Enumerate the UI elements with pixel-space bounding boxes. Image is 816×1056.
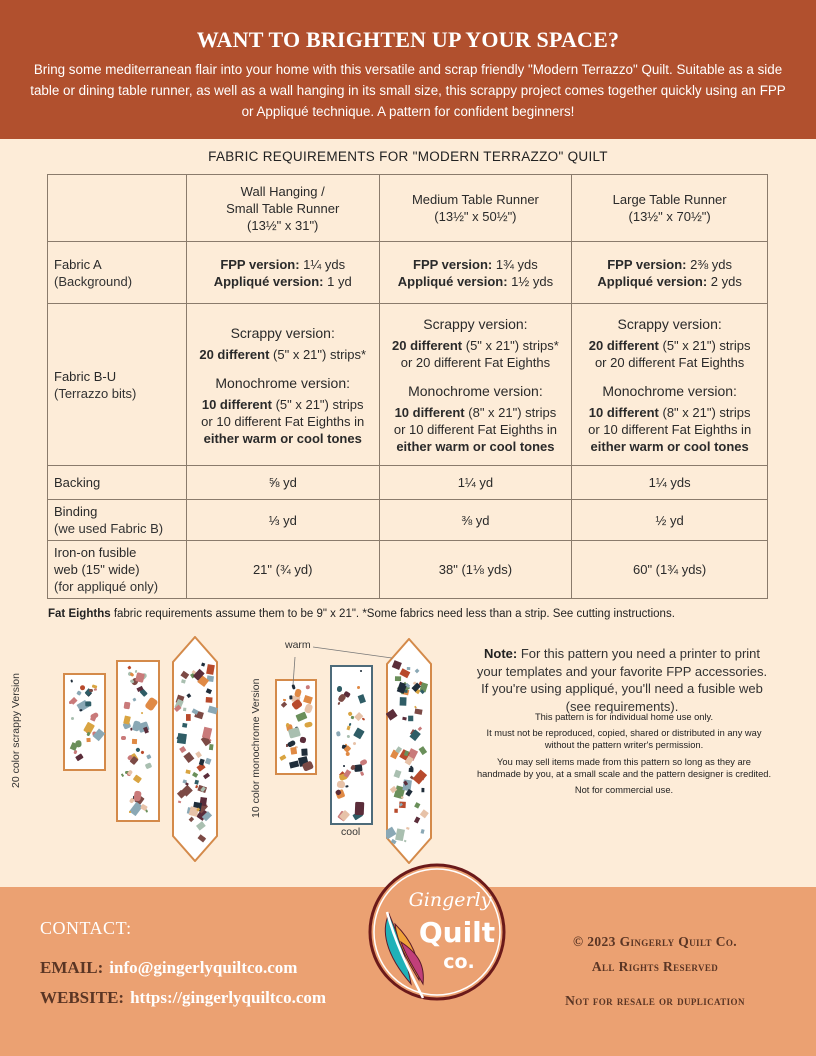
table-footnote [48, 608, 675, 620]
cell-binding-small: ⅓ yd [186, 500, 379, 541]
leader-line [293, 657, 295, 685]
column-header-large-runner [572, 175, 768, 242]
mono-label: Monochrome version: [408, 383, 543, 399]
cell-backing-medium: 1¼ yd [379, 466, 572, 500]
mono-label: Monochrome version: [602, 383, 737, 399]
table-row-backing [48, 466, 768, 500]
scrappy-label: Scrappy version: [230, 324, 335, 341]
scrappy-count: 20 different [392, 338, 463, 353]
scrappy-count: 20 different [199, 346, 270, 362]
applique-value: 2 yds [710, 273, 742, 289]
legal-line: It must not be reproduced, copied, shared or distributed in any way without the pattern writer's permission. [486, 728, 762, 751]
column-header-size: (13½" x 31") [247, 217, 319, 233]
cell-backing-large: 1¼ yds [572, 466, 768, 500]
scrappy-detail: (5" x 21") strips* [273, 346, 367, 362]
cell-fusible-small: 21" (¾ yd) [186, 541, 379, 599]
mono-tone: either warm or cool tones [590, 439, 749, 454]
scrappy-detail: (5" x 21") strips [662, 338, 751, 353]
applique-value: 1 yd [327, 273, 352, 289]
mono-detail: (8" x 21") strips [468, 405, 557, 420]
cell-fusible-medium: 38" (1⅛ yds) [379, 541, 572, 599]
column-header-line: Large Table Runner [612, 192, 727, 207]
website-link[interactable]: https://gingerlyquiltco.com [130, 988, 327, 1007]
mono-detail: (5" x 21") strips [275, 396, 364, 412]
resale-notice: Not for resale or duplication [565, 993, 745, 1008]
footnote-bold: Fat Eighths [48, 608, 111, 620]
header-banner [0, 0, 816, 139]
fpp-label: FPP version: [607, 256, 687, 272]
legal-line: You may sell items made from this pattern so long as they are handmade by you, at a small scale and the pattern designer is credited. [476, 756, 772, 779]
scrappy-alt: or 20 different Fat Eighths [400, 355, 551, 370]
scrappy-alt: or 20 different Fat Eighths [594, 355, 745, 370]
row-label-fabric-bu [48, 304, 187, 466]
table-header-row [48, 175, 768, 242]
fpp-value: 1¼ yds [303, 256, 346, 272]
leader-line [313, 647, 392, 658]
website-line [40, 988, 326, 1008]
row-label-fusible-web [48, 541, 187, 599]
cell-fabric-a-large [572, 242, 768, 304]
fabric-requirements-table [47, 174, 768, 599]
copyright-text: © 2023 Gingerly Quilt Co. [572, 934, 738, 949]
legal-notice [476, 711, 772, 800]
table-row-fabric-a [48, 242, 768, 304]
row-sublabel: (Background) [54, 273, 133, 289]
column-header-medium-runner [379, 175, 572, 242]
table-row-binding [48, 500, 768, 541]
cell-fusible-large: 60" (1¾ yds) [572, 541, 768, 599]
table-row-fabric-bu [48, 304, 768, 466]
cool-label: cool [341, 826, 361, 838]
fpp-value: 2⅜ yds [690, 256, 733, 272]
scrappy-label: Scrappy version: [617, 316, 722, 332]
rights-text: All Rights Reserved [591, 959, 719, 974]
cell-fabric-bu-small [186, 304, 379, 466]
row-label-binding [48, 500, 187, 541]
column-header-size: (13½" x 50½") [434, 209, 517, 224]
fpp-label: FPP version: [220, 256, 300, 272]
mono-alt: or 10 different Fat Eighths in [393, 422, 557, 437]
logo-text-co: co. [443, 951, 475, 973]
table-row-fusible-web [48, 541, 768, 599]
column-header-wall-hanging [186, 175, 379, 242]
warm-label: warm [285, 639, 311, 651]
email-label: EMAIL: [40, 958, 104, 977]
header-empty-cell [48, 175, 187, 242]
logo-text-gingerly: Gingerly [408, 889, 492, 911]
mono-count: 10 different [588, 405, 659, 420]
cell-backing-small: ⅝ yd [186, 466, 379, 500]
printer-note [472, 645, 772, 715]
mono-count: 10 different [201, 396, 272, 412]
mono-tone: either warm or cool tones [396, 439, 555, 454]
mono-detail: (8" x 21") strips [662, 405, 751, 420]
row-label: Fabric A [54, 256, 102, 272]
scrappy-version-label: 20 color scrappy Version [10, 673, 22, 788]
cell-fabric-bu-medium [379, 304, 572, 466]
column-header-line: Medium Table Runner [411, 192, 539, 207]
row-label-fabric-a [48, 242, 187, 304]
row-label: Binding [54, 504, 98, 519]
row-label: Iron-on fusible [54, 545, 137, 560]
applique-value: 1½ yds [511, 273, 554, 289]
column-header-line: Small Table Runner [226, 200, 340, 216]
monochrome-version-label: 10 color monochrome Version [250, 678, 262, 818]
mono-tone: either warm or cool tones [203, 430, 362, 446]
cell-binding-large: ½ yd [572, 500, 768, 541]
cell-fabric-a-medium [379, 242, 572, 304]
row-sublabel: (we used Fabric B) [54, 521, 164, 536]
page-title: WANT TO BRIGHTEN UP YOUR SPACE? [196, 27, 620, 52]
table-title: FABRIC REQUIREMENTS FOR "MODERN TERRAZZO" QUILT [208, 149, 608, 164]
intro-text: Bring some mediterranean flair into your home with this versatile and scrap friendly "Modern Terrazzo" Quilt. Suitable as a side table or dining table runner, as well as a wall hanging in its small size, this scrappy project comes together quickly using an FPP or Appliqué technique. A pattern for confident beginners! [30, 62, 786, 119]
contact-heading: CONTACT: [40, 918, 132, 938]
cell-fabric-bu-large [572, 304, 768, 466]
footnote-text: fabric requirements assume them to be 9" x 21". *Some fabrics need less than a strip. See cutting instructions. [110, 608, 675, 620]
website-label: WEBSITE: [40, 988, 125, 1007]
gingerly-quilt-co-logo [367, 862, 507, 1002]
scrappy-detail: (5" x 21") strips* [465, 338, 559, 353]
mono-alt: or 10 different Fat Eighths in [588, 422, 752, 437]
mono-alt: or 10 different Fat Eighths in [201, 413, 365, 429]
legal-line: Not for commercial use. [574, 785, 674, 796]
cell-fabric-a-small [186, 242, 379, 304]
applique-label: Appliqué version: [397, 273, 508, 289]
legal-line: This pattern is for individual home use only. [534, 712, 714, 722]
row-sublabel: (Terrazzo bits) [54, 385, 137, 401]
applique-label: Appliqué version: [213, 273, 324, 289]
quilt-illustrations [0, 630, 470, 880]
logo-text-quilt: Quilt [418, 916, 496, 949]
fpp-label: FPP version: [413, 256, 493, 272]
scrappy-label: Scrappy version: [423, 316, 528, 332]
email-line [40, 958, 297, 978]
mono-label: Monochrome version: [215, 374, 351, 391]
mono-count: 10 different [394, 405, 465, 420]
applique-label: Appliqué version: [597, 273, 708, 289]
warm-leader-lines [0, 630, 470, 880]
row-sublabel: (for appliqué only) [54, 579, 159, 594]
row-label: Fabric B-U [54, 368, 117, 384]
row-label: web (15" wide) [54, 562, 140, 577]
scrappy-count: 20 different [588, 338, 659, 353]
column-header-line: Wall Hanging / [240, 183, 325, 199]
cell-binding-medium: ⅜ yd [379, 500, 572, 541]
email-link[interactable]: info@gingerlyquiltco.com [109, 958, 298, 977]
note-bold: Note: [483, 646, 518, 661]
row-label-backing: Backing [48, 466, 187, 500]
column-header-size: (13½" x 70½") [628, 209, 711, 224]
fpp-value: 1¾ yds [495, 256, 538, 272]
note-text: For this pattern you need a printer to print your templates and your favorite FPP accessories. If you're using appliqué, you'll need a fusible web (see requirements). [476, 646, 768, 714]
